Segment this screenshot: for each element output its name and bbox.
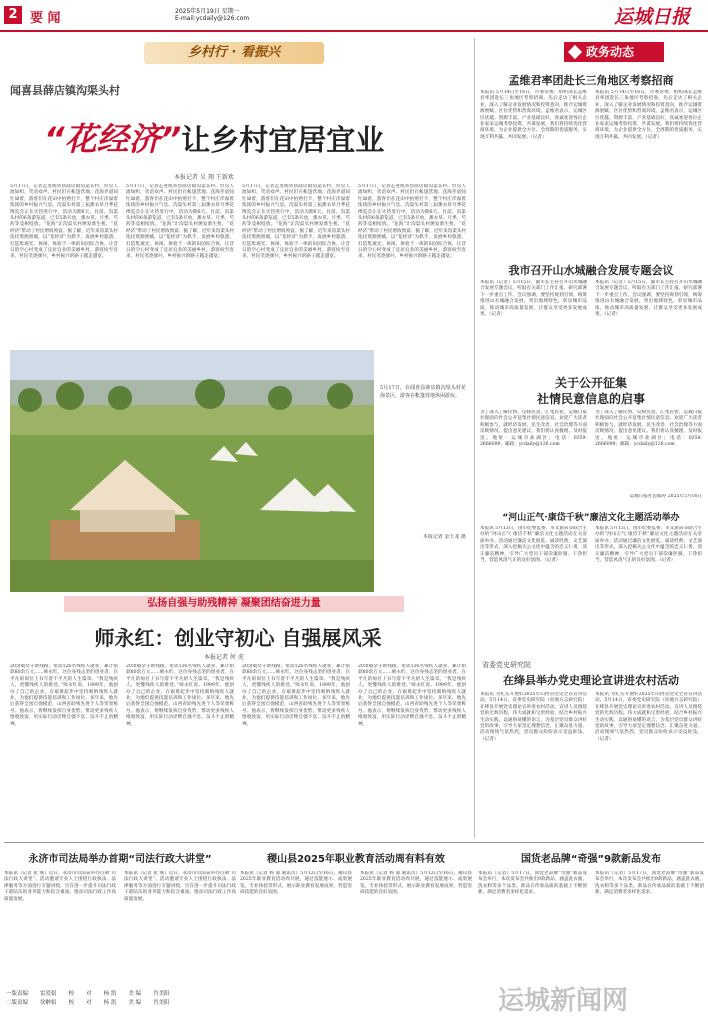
party-col-2: 本报讯 为扎实开展好2025年山西省党史全省宣讲活动，5月14日，省委党史研究院（省地方志研究院）在绛县开展党史理论宣讲进农村活动。宣讲人员围绕党的光辉历程、伟大成就和宝贵经验，结合乡村振兴生动实践，以通俗易懂的语言，为基层党员群众讲好党的故事，引导大家坚定理想信念，汇聚奋进力量。活动现场气氛热烈，党员群众纷纷表示受益匪浅。（记者） [595,692,702,742]
headline-rest: 让乡村宜居宜业 [181,123,385,157]
body-col-3: 5月17日，记者走进闻喜县薛店镇沟渠头村，但见人流如织、笑语欢声。村民们在帐篷营地、花海步道间忙碌着，游客们在花田中拍照打卡，整个村庄洋溢着浓浓的乡村振兴气息。沟渠头村第三届薰衣草月季花博览会正在火热进行中，活动为期6天。目前，沟渠头村的6条游览道，已有5条开放，薰衣草、月季、芍药等竞相绽放。“花海”让沟渠头村焕发新生机，“花经济”带动了村民增收致富。据了解，近年来沟渠头村依托资源禀赋，以“花经济”为抓手，发展乡村旅游，打造集观光、休闲、体验于一体的田园综合体，让昔日的空心村变成了宜居宜业的美丽乡村。游客纷至沓来，村民笑逐颜开，乡村振兴的路子越走越宽。 [242,184,350,260]
top-story-subtitle: 闻喜县薛店镇沟渠头村 [10,84,120,97]
body-col-1: 5月17日，记者走进闻喜县薛店镇沟渠头村，但见人流如织、笑语欢声。村民们在帐篷营地、花海步道间忙碌着，游客们在花田中拍照打卡，整个村庄洋溢着浓浓的乡村振兴气息。沟渠头村第三届薰衣草月季花博览会正在火热进行中，活动为期6天。目前，沟渠头村的6条游览道，已有5条开放，薰衣草、月季、芍药等竞相绽放。“花海”让沟渠头村焕发新生机，“花经济”带动了村民增收致富。据了解，近年来沟渠头村依托资源禀赋，以“花经济”为抓手，发展乡村旅游，打造集观光、休闲、体验于一体的田园综合体，让昔日的空心村变成了宜居宜业的美丽乡村。游客纷至沓来，村民笑逐颜开，乡村振兴的路子越走越宽。 [10,184,118,260]
bottom-story-3 [478,846,704,1018]
mid-col-1: 20余载坚守助残路，带动126名残疾人就业，累计捐款80余万元……师永红，这位身残志坚的创业者，在平凡的岗位上书写着不平凡的人生篇章。“我是残疾人，更懂残疾人的难处。”师永红说。1999年，他创办了自己的企业，在艰难起步中坚持吸纳残疾人就业，为他们提供技能培训和工作岗位。多年来，他先后获得全国自强模范、山西省助残先进个人等荣誉称号。他表示，将继续发挥自身优势，带动更多残疾人增收致富，用实际行动诠释自强不息、奋斗不止的精神。 [10,664,118,727]
item4-col-1: 本报讯 5月13日，由市纪委监委、市文旅局等联合主办的“河山正气·康岱千秋”廉洁文化主题活动在关帝庙举办。活动通过廉洁文化展览、诵读经典、文艺演出等形式，深入挖掘关公文化中蕴含的忠义仁勇、清正廉洁精神，引导广大党员干部崇廉拒腐、干净担当，营造风清气正的良好氛围。（记者） [480,526,587,564]
body-col-4: 5月17日，记者走进闻喜县薛店镇沟渠头村，但见人流如织、笑语欢声。村民们在帐篷营地、花海步道间忙碌着，游客们在花田中拍照打卡，整个村庄洋溢着浓浓的乡村振兴气息。沟渠头村第三届薰衣草月季花博览会正在火热进行中，活动为期6天。目前，沟渠头村的6条游览道，已有5条开放，薰衣草、月季、芍药等竞相绽放。“花海”让沟渠头村焕发新生机，“花经济”带动了村民增收致富。据了解，近年来沟渠头村依托资源禀赋，以“花经济”为抓手，发展乡村旅游，打造集观光、休闲、体验于一体的田园综合体，让昔日的空心村变成了宜居宜业的美丽乡村。游客纷至沓来，村民笑逐颜开，乡村振兴的路子越走越宽。 [358,184,466,260]
party-history-body [480,692,702,834]
item3-col-1: 为了深入了解民情、反映民意，汇集民智，运城日报社现面向社会公开征集社情民意信息。欢迎广大读者积极参与，就经济发展、民生改善、社会治理等方面反映情况、提出意见建议。我们将认真梳理、及时报送。地址：运城市盐湖区；电话：0359-2666099；邮箱：ycdaily@126.com [480,410,587,448]
item4-body [480,526,702,592]
party-col-1: 本报讯 为扎实开展好2025年山西省党史全省宣讲活动，5月14日，省委党史研究院（省地方志研究院）在绛县开展党史理论宣讲进农村活动。宣讲人员围绕党的光辉历程、伟大成就和宝贵经验，结合乡村振兴生动实践，以通俗易懂的语言，为基层党员群众讲好党的故事，引导大家坚定理想信念，汇聚奋进力量。活动现场气氛热烈，党员群众纷纷表示受益匪浅。（记者） [480,692,587,742]
bottom-story-2-title: 稷山县2025年职业教育活动周有料有效 [267,854,445,865]
credit-label: 校 [68,991,75,997]
item3-col-2: 为了深入了解民情、反映民意，汇集民智，运城日报社现面向社会公开征集社情民意信息。欢迎广大读者积极参与，就经济发展、民生改善、社会治理等方面反映情况、提出意见建议。我们将认真梳理、及时报送。地址：运城市盐湖区；电话：0359-2666099；邮箱：ycdaily@126.com [595,410,702,448]
mid-story-kicker: 弘扬自强与助残精神 凝聚团结奋进力量 [64,596,404,612]
top-story-kicker: 乡村行 · 看振兴 [144,42,324,64]
item3-signature: 运城日报社总编办 2025年5月16日 [629,494,702,499]
item3-body [480,410,702,492]
credit-name: 杨 凯 [103,991,117,997]
page-header [0,0,708,34]
b1-col-1: 本报讯（记者 崔 燕）近日，永济市司法局举办首期“司法行政大讲堂”。活动邀请专业人士围绕行政执法、法律服务等方面进行专题讲授，旨在进一步提升司法行政干部队伍的业务能力和综合素质，推动司法行政工作高质量发展。 [4,871,116,902]
credit-label: 校 [68,1000,75,1006]
page-number-badge: 2 [4,6,22,24]
item4-title: “河山正气·康岱千秋”廉洁文化主题活动举办 [502,513,680,523]
mid-col-3: 20余载坚守助残路，带动126名残疾人就业，累计捐款80余万元……师永红，这位身残志坚的创业者，在平凡的岗位上书写着不平凡的人生篇章。“我是残疾人，更懂残疾人的难处。”师永红说。1999年，他创办了自己的企业，在艰难起步中坚持吸纳残疾人就业，为他们提供技能培训和工作岗位。多年来，他先后获得全国自强模范、山西省助残先进个人等荣誉称号。他表示，将继续发挥自身优势，带动更多残疾人增收致富，用实际行动诠释自强不息、奋斗不止的精神。 [242,664,350,727]
credit-label: 美 编 [128,991,142,997]
photo-caption: 5月17日，在闻喜县薛店镇沟渠头村花海景区，游客在帐篷营地休闲游玩。 [380,385,466,399]
item1-body [480,90,702,250]
item2-title: 我市召开山水城融合发展专题会议 [508,264,674,277]
credit-name: 杨 凯 [103,1000,117,1006]
section-label: 要 闻 [30,11,61,26]
bottom-story-1-title: 永济市司法局举办首期“司法行政大讲堂” [28,854,212,865]
party-history-kicker: 省委党史研究院 [482,661,531,669]
mid-col-4: 20余载坚守助残路，带动126名残疾人就业，累计捐款80余万元……师永红，这位身残志坚的创业者，在平凡的岗位上书写着不平凡的人生篇章。“我是残疾人，更懂残疾人的难处。”师永红说。1999年，他创办了自己的企业，在艰难起步中坚持吸纳残疾人就业，为他们提供技能培训和工作岗位。多年来，他先后获得全国自强模范、山西省助残先进个人等荣誉称号。他表示，将继续发挥自身优势，带动更多残疾人增收致富，用实际行动诠释自强不息、奋斗不止的精神。 [358,664,466,727]
item4-col-2: 本报讯 5月13日，由市纪委监委、市文旅局等联合主办的“河山正气·康岱千秋”廉洁文化主题活动在关帝庙举办。活动通过廉洁文化展览、诵读经典、文艺演出等形式，深入挖掘关公文化中蕴含的忠义仁勇、清正廉洁精神，引导广大党员干部崇廉拒腐、干净担当，营造风清气正的良好氛围。（记者） [595,526,702,564]
credit-name: 徐翀娟 [40,1000,57,1006]
b2-col-1: 本报讯（记者 杨 迪 通讯员）5月12日至16日，稷山县2025年职业教育活动周开展，通过技能展示、成果展览、专业体验等形式，展示职业教育发展成果，营造崇尚技能的良好氛围。 [240,871,352,896]
top-story [4,34,472,594]
top-story-byline: 本报记者 吴 翔 王新欢 [174,174,234,181]
credit-label: 对 [86,1000,92,1006]
mid-col-2: 20余载坚守助残路，带动126名残疾人就业，累计捐款80余万元……师永红，这位身残志坚的创业者，在平凡的岗位上书写着不平凡的人生篇章。“我是残疾人，更懂残疾人的难处。”师永红说。1999年，他创办了自己的企业，在艰难起步中坚持吸纳残疾人就业，为他们提供技能培训和工作岗位。多年来，他先后获得全国自强模范、山西省助残先进个人等荣誉称号。他表示，将继续发挥自身优势，带动更多残疾人增收致富，用实际行动诠释自强不息、奋斗不止的精神。 [126,664,234,727]
bottom-story-1 [4,846,236,986]
photo-credit: 本报记者 金玉龙 摄 [422,534,466,540]
body-col-2: 5月17日，记者走进闻喜县薛店镇沟渠头村，但见人流如织、笑语欢声。村民们在帐篷营地、花海步道间忙碌着，游客们在花田中拍照打卡，整个村庄洋溢着浓浓的乡村振兴气息。沟渠头村第三届薰衣草月季花博览会正在火热进行中，活动为期6天。目前，沟渠头村的6条游览道，已有5条开放，薰衣草、月季、芍药等竞相绽放。“花海”让沟渠头村焕发新生机，“花经济”带动了村民增收致富。据了解，近年来沟渠头村依托资源禀赋，以“花经济”为抓手，发展乡村旅游，打造集观光、休闲、体验于一体的田园综合体，让昔日的空心村变成了宜居宜业的美丽乡村。游客纷至沓来，村民笑逐颜开，乡村振兴的路子越走越宽。 [126,184,234,260]
credits-row-1 [6,990,236,999]
credit-name: 肖美阳 [153,991,170,997]
item2-col-2: 本报讯（记者）5月15日，副市长主持召开山水城融合发展专题会议，听取有关部门工作汇报，研究部署下一步重点工作。会议强调，要坚持规划引领，统筹推进山水城融合发展，突出地域特色，彰显城市品质，推动城市高质量发展，让群众享受更多发展成果。（记者） [595,280,702,318]
credit-label: 对 [86,991,92,997]
credit-label: 二版责编 [6,1000,29,1006]
party-history-title: 在绛县举办党史理论宣讲进农村活动 [503,674,679,687]
b2-col-2: 本报讯（记者 杨 迪 通讯员）5月12日至16日，稷山县2025年职业教育活动周开展，通过技能展示、成果展览、专业体验等形式，展示职业教育发展成果，营造崇尚技能的良好氛围。 [360,871,472,896]
gov-news-section-bar: 政务动态 [564,42,664,62]
top-story-headline [44,114,444,158]
item1-col-1: 本报讯 5月14日至16日，市委常委、组织部长孟维君率团赴长三角地区考察招商，先后走访了相关企业，深入了解企业发展情况和投资意向，推介运城资源禀赋、区位优势和营商环境。孟维君表示，运城区位优越、资源丰富、产业基础良好，真诚欢迎各位企业家来运城考察投资、共谋发展。我们将持续优化营商环境，为企业提供全方位、全周期的优质服务，实现互利共赢、共同发展。（记者） [480,90,587,140]
party-history-story [478,660,704,838]
credit-name: 雷爱娟 [40,991,57,997]
item3-title-line2: 社情民意信息的启事 [536,392,645,406]
header-email: E-mail:ycdaily@126.com [175,15,250,22]
mid-story-byline: 本报记者 何 虎 [204,654,244,661]
item2-col-1: 本报讯（记者）5月15日，副市长主持召开山水城融合发展专题会议，听取有关部门工作汇报，研究部署下一步重点工作。会议强调，要坚持规划引领，统筹推进山水城融合发展，突出地域特色，彰显城市品质，推动城市高质量发展，让群众享受更多发展成果。（记者） [480,280,587,318]
site-watermark: 运城新闻网 [498,986,629,1016]
mid-story-body [10,664,466,834]
column-divider [474,38,475,838]
top-story-photo [10,350,374,592]
mid-story [4,592,472,838]
bottom-story-2 [240,846,472,1018]
b1-col-2: 本报讯（记者 崔 燕）近日，永济市司法局举办首期“司法行政大讲堂”。活动邀请专业人士围绕行政执法、法律服务等方面进行专题讲授，旨在进一步提升司法行政干部队伍的业务能力和综合素质，推动司法行政工作高质量发展。 [124,871,236,902]
gov-news-column [478,34,704,594]
bottom-story-3-title: 国货老品牌“奇强”9款新品发布 [520,854,662,865]
bottom-rule [4,842,704,843]
credit-label: 一版责编 [6,991,29,997]
credit-name: 肖美阳 [153,1000,170,1006]
tent-camp-illustration [10,350,374,592]
header-date: 2025年5月19日 星期一 [175,8,240,15]
credits-row-2 [6,999,236,1008]
b3-col-2: 本报讯（记者）5月17日，国货老品牌“奇强”新品发布会举行，本次发布会共推出9款新品，涵盖洗衣液、洗衣粉等多个品类。新品在传承品质的基础上不断创新，满足消费者多样化需求。 [595,871,704,896]
b3-col-1: 本报讯（记者）5月17日，国货老品牌“奇强”新品发布会举行，本次发布会共推出9款新品，涵盖洗衣液、洗衣粉等多个品类。新品在传承品质的基础上不断创新，满足消费者多样化需求。 [478,871,587,896]
item1-title: 孟维君率团赴长三角地区考察招商 [508,74,674,87]
item1-col-2: 本报讯 5月14日至16日，市委常委、组织部长孟维君率团赴长三角地区考察招商，先后走访了相关企业，深入了解企业发展情况和投资意向，推介运城资源禀赋、区位优势和营商环境。孟维君表示，运城区位优越、资源丰富、产业基础良好，真诚欢迎各位企业家来运城考察投资、共谋发展。我们将持续优化营商环境，为企业提供全方位、全周期的优质服务，实现互利共赢、共同发展。（记者） [595,90,702,140]
credit-label: 美 编 [128,1000,142,1006]
masthead-logo: 运城日报 [614,6,691,28]
item3-title-line1: 关于公开征集 [554,376,627,390]
item2-body [480,280,702,365]
headline-quoted: “花经济” [44,120,182,158]
top-story-body [10,184,466,344]
mid-story-headline: 师永红：创业守初心 自强展风采 [94,626,382,650]
header-rule [0,30,708,32]
editor-credits [6,990,236,1008]
